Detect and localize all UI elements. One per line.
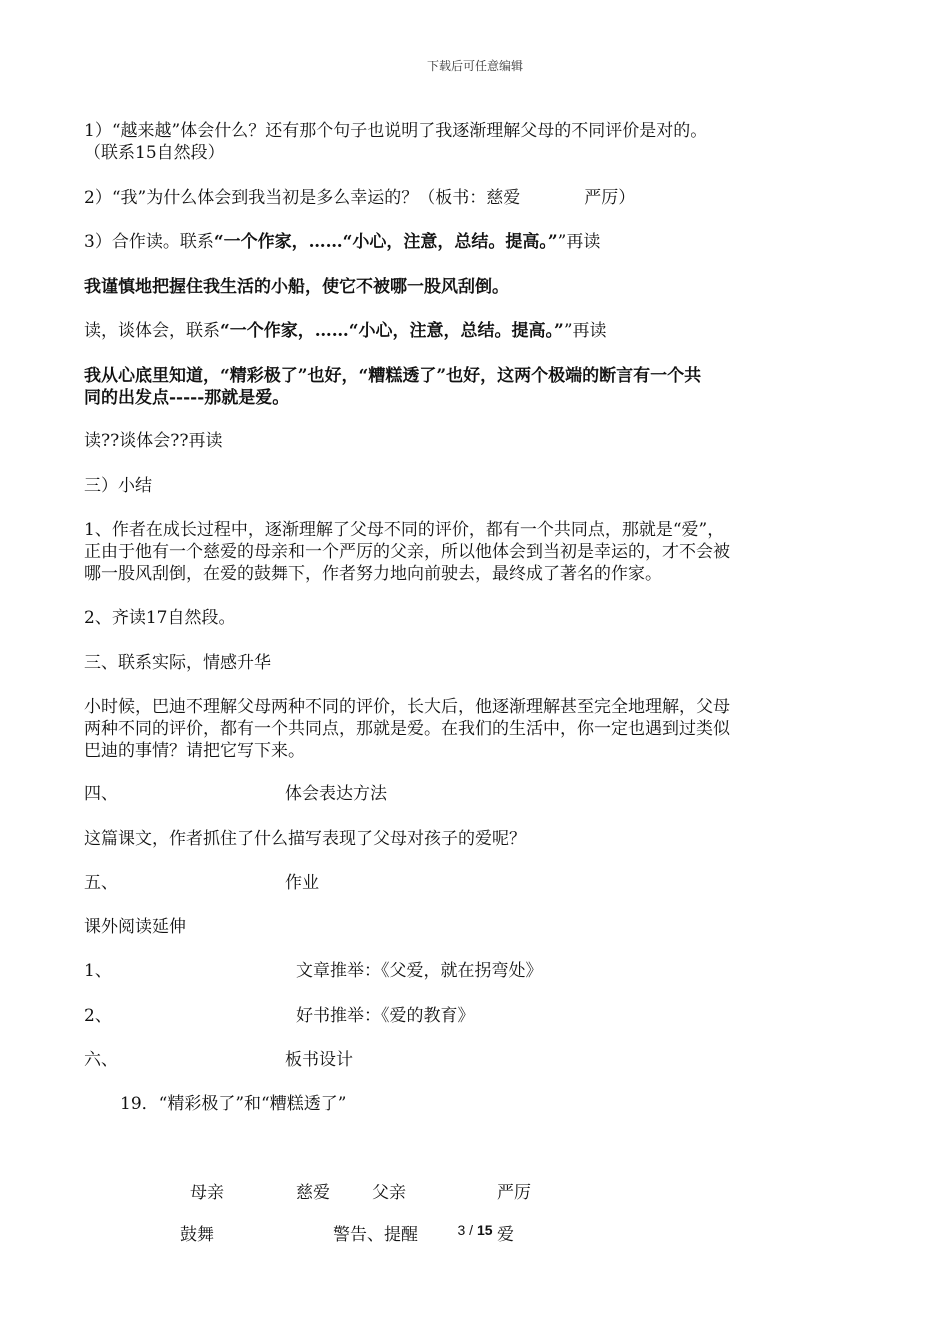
heading-section-6-number: 六、 <box>84 1050 118 1070</box>
heading-section-3: 三、联系实际，情感升华 <box>84 653 271 673</box>
board-loving: 慈爱 <box>296 1183 330 1203</box>
board-encourage: 鼓舞 <box>180 1225 214 1245</box>
recommend-1-number: 1、 <box>84 961 112 981</box>
heading-section-4-number: 四、 <box>84 784 118 804</box>
recommend-2-text: 好书推举：《爱的教育》 <box>296 1006 475 1026</box>
board-strict: 严厉 <box>497 1183 531 1203</box>
paragraph-question-1: 1）“越来越”体会什么？还有那个句子也说明了我逐渐理解父母的不同评价是对的。 （联系15自然段） <box>84 121 708 163</box>
board-mother: 母亲 <box>190 1183 224 1203</box>
recommend-1-text: 文章推举：《父爱，就在拐弯处》 <box>296 961 543 981</box>
recommend-2-number: 2、 <box>84 1006 112 1026</box>
paragraph-read-again: 读??谈体会??再读 <box>84 431 223 451</box>
paragraph-question-2: 2）“我”为什么体会到我当初是多么幸运的？（板书：慈爱 严厉） <box>84 188 636 208</box>
board-father: 父亲 <box>372 1183 406 1203</box>
board-title: 19．“精彩极了”和“糟糕透了” <box>120 1094 347 1114</box>
board-love: 爱 <box>497 1225 514 1245</box>
paragraph-read-discuss: 读，谈体会，联系“一个作家，……“小心，注意，总结。提高。””再读 <box>84 321 607 341</box>
page-header: 下载后可任意编辑 <box>426 59 523 73</box>
paragraph-summary-2: 2、齐读17自然段。 <box>84 608 236 628</box>
board-warn: 警告、提醒 <box>333 1225 418 1245</box>
paragraph-extended-reading: 课外阅读延伸 <box>84 917 186 937</box>
paragraph-practice: 小时候，巴迪不理解父母两种不同的评价，长大后，他逐渐理解甚至完全地理解，父母 两种不同的评价，都有一个共同点，那就是爱。在我们的生活中，你一定也遇到过类似 巴迪的事情？请把它写下来。 <box>84 697 730 761</box>
heading-section-5-title: 作业 <box>285 873 319 893</box>
paragraph-summary-1: 1、作者在成长过程中，逐渐理解了父母不同的评价，都有一个共同点，那就是“爱”， 正由于他有一个慈爱的母亲和一个严厉的父亲，所以他体会到当初是幸运的，才不会被 哪一股风刮倒，在爱的鼓舞下，作者努力地向前驶去，最终成了著名的作家。 <box>84 520 730 584</box>
heading-section-4-title: 体会表达方法 <box>285 784 387 804</box>
quote-love: 我从心底里知道，“精彩极了”也好，“糟糕透了”也好，这两个极端的断言有一个共 同的出发点-----那就是爱。 <box>84 366 702 408</box>
heading-section-5-number: 五、 <box>84 873 118 893</box>
paragraph-question-3: 3）合作读。联系“一个作家，……“小心，注意，总结。提高。””再读 <box>84 232 601 252</box>
paragraph-expression: 这篇课文，作者抓住了什么描写表现了父母对孩子的爱呢？ <box>84 829 526 849</box>
quote-boat: 我谨慎地把握住我生活的小船，使它不被哪一股风刮倒。 <box>84 277 509 297</box>
heading-section-6-title: 板书设计 <box>285 1050 353 1070</box>
page-number: 3 / 15 <box>457 1222 493 1238</box>
heading-summary: 三）小结 <box>84 476 152 496</box>
